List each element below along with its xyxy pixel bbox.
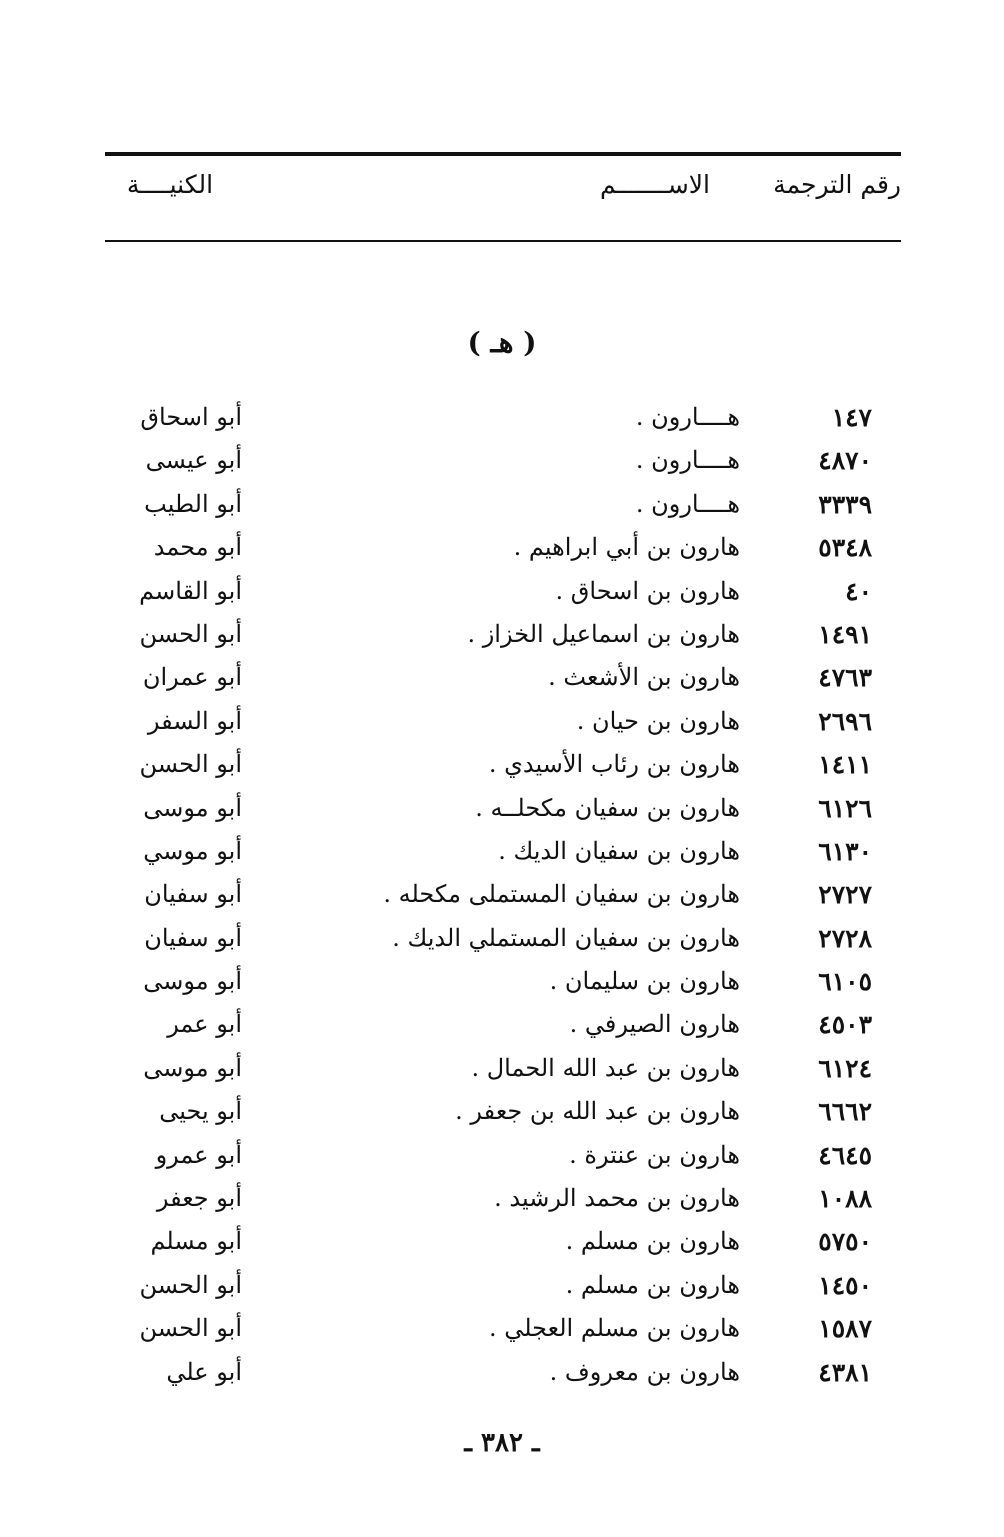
entry-number: ٥٧٥٠ (818, 1227, 872, 1257)
entry-kunya: أبو موسى (143, 967, 242, 996)
list-item (0, 961, 1004, 1004)
entry-kunya: أبو موسى (143, 1053, 242, 1082)
entry-name: هــــارون . (635, 489, 740, 518)
entry-number: ١٤٥٠ (818, 1270, 872, 1300)
list-item (0, 701, 1004, 744)
entry-kunya: أبو عمرو (155, 1140, 242, 1169)
list-item (0, 831, 1004, 874)
entry-kunya: أبو الحسن (139, 619, 242, 648)
entry-kunya: أبو مسلم (150, 1227, 242, 1256)
entry-name: هارون بن حيان . (576, 706, 740, 735)
entry-kunya: أبو عيسى (145, 446, 242, 475)
entry-number: ٢٧٢٨ (818, 923, 872, 953)
entry-number: ٦١٠٥ (818, 967, 872, 997)
entry-kunya: أبو موسي (143, 836, 242, 865)
entry-number: ١٤١١ (818, 750, 872, 780)
list-item (0, 1265, 1004, 1308)
entry-kunya: أبو الحسن (139, 1270, 242, 1299)
entry-name: هارون بن عنترة . (569, 1140, 740, 1169)
entry-number: ٤٥٠٣ (818, 1010, 872, 1040)
entry-number: ٦٦٦٢ (818, 1097, 872, 1127)
list-item (0, 744, 1004, 787)
entry-kunya: أبو السفر (147, 706, 242, 735)
entry-name: هارون الصيرفي . (569, 1010, 740, 1039)
entry-number: ٢٧٢٧ (818, 880, 872, 910)
entry-kunya: أبو الحسن (139, 750, 242, 779)
entry-name: هارون بن مسلم العجلي . (488, 1314, 740, 1343)
list-item (0, 1352, 1004, 1395)
header-top-rule (105, 152, 901, 156)
column-header-kunya: الكنيــــة (126, 170, 214, 199)
list-item (0, 918, 1004, 961)
entry-kunya: أبو يحيى (159, 1097, 242, 1126)
entry-kunya: أبو الطيب (144, 489, 242, 518)
entry-kunya: أبو عمران (142, 663, 242, 692)
entry-number: ١٥٨٧ (818, 1314, 872, 1344)
list-item (0, 1178, 1004, 1221)
list-item (0, 614, 1004, 657)
entry-kunya: أبو اسحاق (140, 403, 242, 431)
entry-number: ٤٣٨١ (818, 1357, 872, 1387)
entry-name: هارون بن أبي ابراهيم . (513, 533, 740, 562)
entry-number: ١٠٨٨ (818, 1184, 872, 1214)
entry-number: ٦١٢٦ (818, 793, 872, 823)
entry-name: هــــارون . (635, 446, 740, 475)
entry-kunya: أبو سفيان (144, 923, 242, 952)
entry-name: هارون بن رئاب الأسيدي . (488, 750, 740, 779)
entry-kunya: أبو موسى (143, 793, 242, 822)
list-item (0, 874, 1004, 917)
entry-name: هارون بن مسلم . (565, 1227, 740, 1256)
entry-name: هارون بن الأشعث . (548, 663, 740, 692)
list-item (0, 397, 1004, 440)
entry-name: هارون بن عبد الله بن جعفر . (455, 1097, 740, 1126)
list-item (0, 1221, 1004, 1264)
entry-number: ٦١٢٤ (818, 1053, 872, 1083)
entry-number: ٣٣٣٩ (818, 489, 872, 519)
list-item (0, 788, 1004, 831)
entry-name: هارون بن سليمان . (549, 967, 740, 996)
entry-kunya: أبو الحسن (139, 1314, 242, 1343)
entry-kunya: أبو القاسم (139, 576, 242, 605)
list-item (0, 1091, 1004, 1134)
entry-number: ٤٧٦٣ (818, 663, 872, 693)
entry-number: ٦١٣٠ (818, 836, 872, 866)
column-header-name: الاســـــــم (599, 170, 710, 199)
entry-number: ١٤٩١ (818, 619, 872, 649)
section-letter-heading: ( هـ ) (467, 326, 537, 359)
entry-name: هارون بن سفيان المستملي الديك . (392, 923, 740, 952)
entry-name: هارون بن مسلم . (565, 1270, 740, 1299)
header-bottom-rule (105, 240, 901, 242)
entry-name: هــــارون . (635, 403, 740, 431)
entry-name: هارون بن اسماعيل الخزاز . (467, 619, 740, 648)
entry-kunya: أبو عمر (167, 1010, 242, 1039)
entry-name: هارون بن اسحاق . (555, 576, 740, 605)
column-header-entry-number: رقم الترجمة (773, 170, 901, 199)
entry-kunya: أبو محمد (153, 533, 242, 562)
entry-number: ٢٦٩٦ (818, 706, 872, 736)
page-number: ـ ٣٨٢ ـ (464, 1428, 540, 1458)
entry-kunya: أبو علي (166, 1357, 242, 1386)
entry-kunya: أبو سفيان (144, 880, 242, 909)
entry-name: هارون بن سفيان الديك . (498, 836, 740, 865)
entry-name: هارون بن سفيان مكحلــه . (475, 793, 740, 822)
list-item (0, 484, 1004, 527)
list-item (0, 1048, 1004, 1091)
entries-list (0, 397, 1004, 1395)
entry-number: ٤٠ (845, 576, 872, 606)
list-item (0, 1135, 1004, 1178)
entry-name: هارون بن معروف . (549, 1357, 740, 1386)
entry-kunya: أبو جعفر (156, 1184, 242, 1213)
entry-number: ٤٨٧٠ (818, 446, 872, 476)
list-item (0, 657, 1004, 700)
list-item (0, 527, 1004, 570)
entry-name: هارون بن محمد الرشيد . (494, 1184, 740, 1213)
entry-number: ١٤٧ (831, 403, 872, 432)
list-item (0, 440, 1004, 483)
list-item (0, 1004, 1004, 1047)
entry-number: ٥٣٤٨ (818, 533, 872, 563)
entry-name: هارون بن عبد الله الحمال . (471, 1053, 740, 1082)
entry-number: ٤٦٤٥ (818, 1140, 872, 1170)
list-item (0, 1308, 1004, 1351)
entry-name: هارون بن سفيان المستملى مكحله . (383, 880, 740, 909)
list-item (0, 571, 1004, 614)
